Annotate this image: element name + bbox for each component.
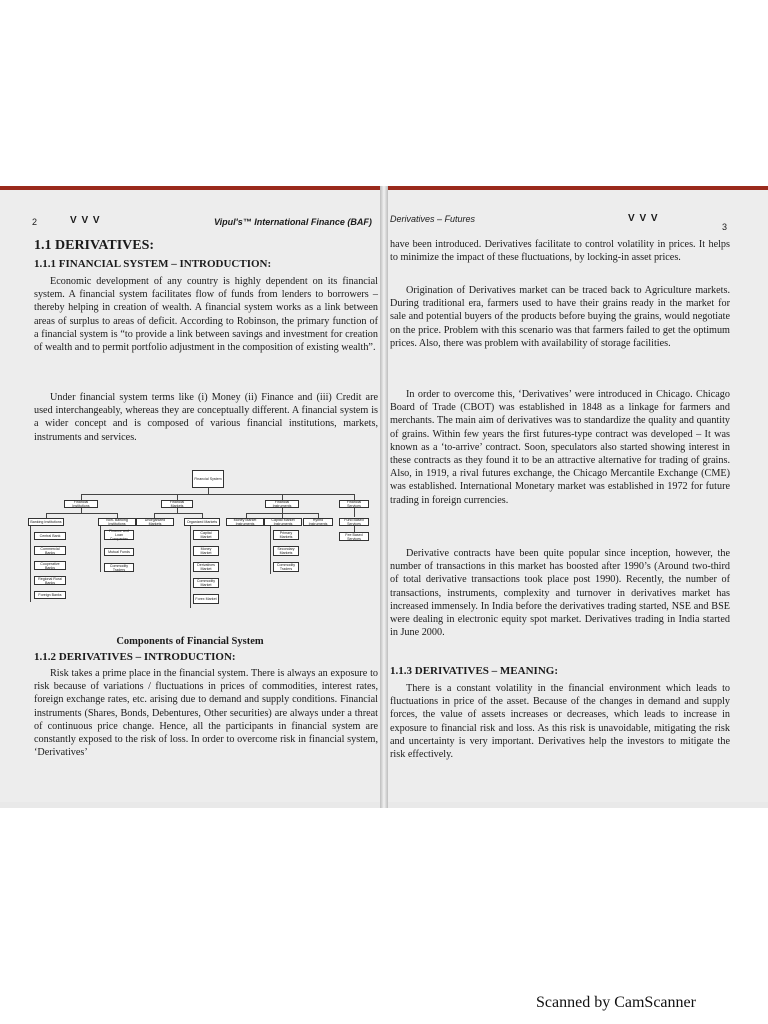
diagram-node: Non- Banking Institutions (98, 518, 136, 526)
publisher-logo: V V V (70, 215, 101, 226)
publisher-logo: V V V (628, 213, 659, 224)
diagram-node: Fund Based Services (339, 518, 369, 526)
diagram-node: Commodity Traders (273, 562, 299, 572)
paragraph: Economic development of any country is highly dependent on its financial system. A financial system facilitates flow of funds from lenders to borrowers – thereby helping in creation of wealth. A financial system works as a link between areas of surplus to areas of deficit. According to Robinson, the primary function of a financial system is “to provide a link between savings and investment for creation of wealth and to permit portfolio adjustment in the composition of existing wealth”. (34, 276, 378, 354)
diagram-node: Money Market (193, 546, 219, 556)
book-spine (380, 186, 388, 808)
right-page (388, 190, 768, 802)
diagram-node: Capital Market Instruments (264, 518, 302, 526)
diagram-node: Financial Institutions (64, 500, 98, 508)
diagram-node: Commercial Banks (34, 546, 66, 555)
paragraph: Derivative contracts have been quite popular since inception, however, the number of transactions in this market has boosted after 1990’s (Around two-third of total derivative transactions took place post 1990). Recently, the number of transactions, instruments, complexity and turnover in derivatives market has increased immensely. In India before the derivatives trading started, NSE and BSE were dealing in electronic equity spot market. Derivatives trading in India started in June 2000. (390, 548, 730, 639)
figure-caption: Components of Financial System (116, 636, 264, 647)
book-spread (0, 186, 768, 808)
diagram-node: Forex Market (193, 594, 219, 604)
subsection-heading-1: 1.1.1 FINANCIAL SYSTEM – INTRODUCTION: (34, 258, 272, 270)
left-page-number: 2 (32, 217, 38, 227)
diagram-node: Financial Instruments (265, 500, 299, 508)
paragraph: Under financial system terms like (i) Money (ii) Finance and (iii) Credit are used interchangeably, whereas they are conceptually different. A financial system is a wider concept and is composed of various financial institutions, markets, instruments and services. (34, 392, 378, 443)
subsection-heading-3: 1.1.3 DERIVATIVES – MEANING: (390, 665, 558, 677)
diagram-node: Fee Based Services (339, 532, 369, 541)
diagram-node: Hybrid Instruments (303, 518, 333, 526)
paragraph: Risk takes a prime place in the financial system. There is always an exposure to risk because of variations / fluctuations in prices of commodities, interest rates, foreign exchange rates, etc. arising due to demand and supply conditions. Financial instruments (Shares, Bonds, Debentures, Other securities) are always under a threat of continuous price change. Hence, all the participants in financial system are constantly exposed to the risk of loss. In order to overcome risk in financial system, ‘Derivatives’ (34, 668, 378, 759)
diagram-node: Unorganized Markets (136, 518, 174, 526)
diagram-node: Money Market Instruments (226, 518, 264, 526)
diagram-node: Financial Markets (161, 500, 193, 508)
diagram-node: Capital Market (193, 530, 219, 540)
diagram-node: Financial System (192, 470, 224, 488)
diagram-node: Financial Services (339, 500, 369, 508)
right-header-title: Derivatives – Futures (390, 214, 476, 224)
financial-system-diagram (28, 468, 370, 618)
diagram-node: Commodity Traders (104, 563, 134, 572)
diagram-node: Primary Markets (273, 530, 299, 540)
diagram-node: Finance and Loan Companies (104, 530, 134, 540)
diagram-node: Mutual Funds (104, 548, 134, 556)
left-header-title: Vipul's™ International Finance (BAF) (214, 217, 372, 227)
diagram-node: Central Bank (34, 532, 66, 540)
left-page (0, 190, 380, 802)
diagram-node: Banking Institutions (28, 518, 64, 526)
diagram-node: Cooperative Banks (34, 561, 66, 570)
diagram-node: Foreign Banks (34, 591, 66, 599)
subsection-heading-2: 1.1.2 DERIVATIVES – INTRODUCTION: (34, 651, 236, 663)
paragraph: There is a constant volatility in the financial environment which leads to fluctuations in price of the asset. Because of the changes in demand and supply forces, the value of assets increases or decreases, which leads to increase in exposure to financial risk and loss. As this risk is unavoidable, mitigating the risk and uncertainty is very important. Derivatives help the investors to mitigate the risk effectively. (390, 683, 730, 761)
diagram-node: Organized Markets (184, 518, 220, 526)
diagram-node: Commodity Market (193, 578, 219, 588)
paragraph: Origination of Derivatives market can be traced back to Agriculture markets. During traditional era, farmers used to have their grains ready in the market for sale and potential buyers of the products before buying the grains, would negotiate on the price. Problem with this scenario was that farmers failed to get the optimum prices. Also, there was problem with availability of storage facilities. (390, 285, 730, 349)
diagram-node: Regional Rural Banks (34, 576, 66, 585)
diagram-node: Secondary Markets (273, 546, 299, 556)
paragraph: have been introduced. Derivatives facilitate to control volatility in prices. It helps to minimize the impact of these fluctuations, by locking-in asset prices. (390, 239, 730, 264)
section-heading: 1.1 DERIVATIVES: (34, 238, 155, 253)
diagram-node: Derivatives Market (193, 562, 219, 572)
scanner-watermark: Scanned by CamScanner (536, 994, 696, 1011)
paragraph: In order to overcome this, ‘Derivatives’ were introduced in Chicago. Chicago Board of Trade (CBOT) was established in 1848 as a linkage for farmers and merchants. The main aim of derivatives was to standardize the quality and quantity of grains. Within few years the first futures-type contract was developed – It was known as a ‘to-arrive’ contract. Soon, speculators also started showing interest in these contracts as they found it to be an attractive alternative for trading of grains. Also, in 1919, a rival futures exchange, the Chicago Mercantile Exchange (CME) was established. International Monetary market was established in 1972 for future trading in foreign currencies. (390, 389, 730, 506)
right-page-number: 3 (722, 222, 728, 232)
